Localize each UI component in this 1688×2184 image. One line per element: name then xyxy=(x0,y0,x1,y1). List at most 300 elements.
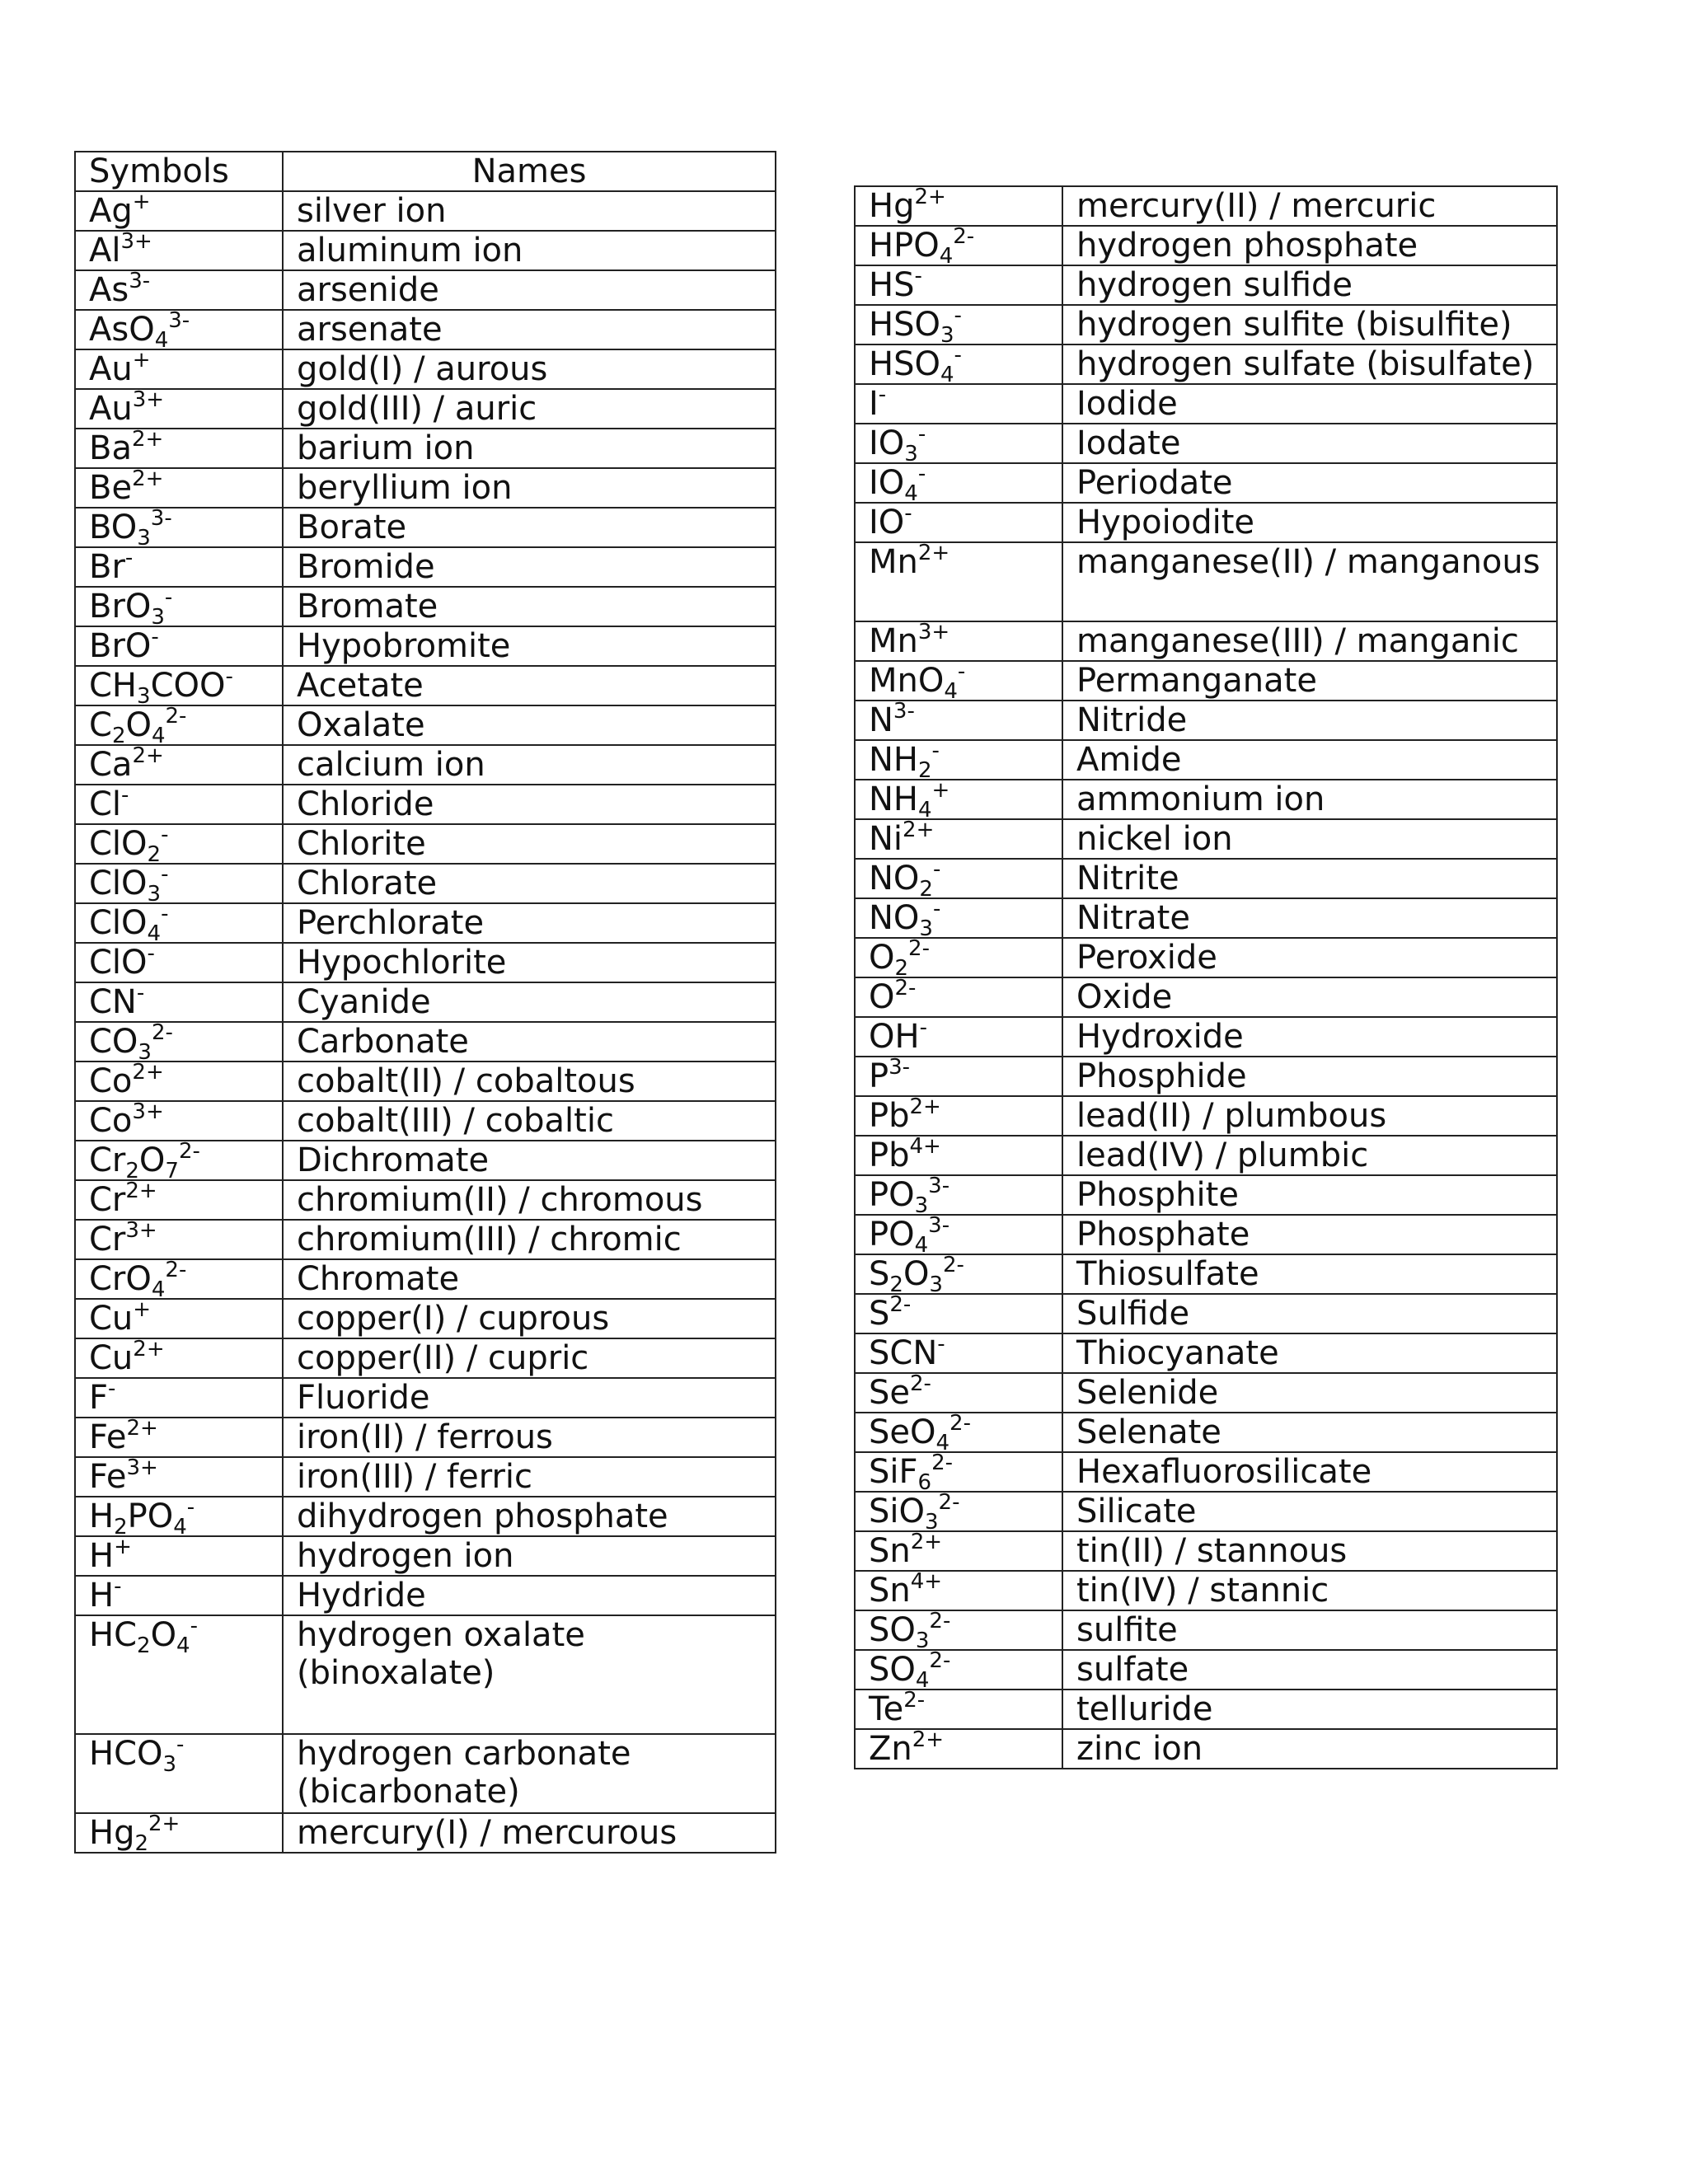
ion-symbol xyxy=(855,384,1062,424)
ion-formula-text: Zn xyxy=(869,1730,912,1768)
ion-charge: 2+ xyxy=(132,468,164,491)
ion-symbol xyxy=(75,1576,283,1615)
ion-name: chromium(II) / chromous xyxy=(283,1180,776,1220)
ion-name: Phosphide xyxy=(1062,1057,1557,1096)
ion-name: barium ion xyxy=(283,429,776,468)
table-row xyxy=(75,1062,776,1101)
table-row xyxy=(75,310,776,349)
ion-symbol xyxy=(855,1254,1062,1294)
table-row xyxy=(855,344,1557,384)
ion-name: Chromate xyxy=(283,1259,776,1299)
ion-name: Oxide xyxy=(1062,977,1557,1017)
ion-symbol xyxy=(855,1096,1062,1136)
table-row xyxy=(75,508,776,547)
ion-formula-text: ClO xyxy=(89,904,148,942)
ion-symbol xyxy=(75,468,283,508)
ion-name: ammonium ion xyxy=(1062,780,1557,819)
ion-name: manganese(II) / manganous xyxy=(1062,542,1557,621)
ion-charge: - xyxy=(904,503,912,526)
ion-name: silver ion xyxy=(283,191,776,231)
ion-name: Hypobromite xyxy=(283,626,776,666)
ion-formula-text: Mn xyxy=(869,543,918,581)
ion-symbol xyxy=(855,661,1062,701)
table-row xyxy=(75,824,776,864)
ion-charge: - xyxy=(190,1615,198,1638)
ion-name: sulfite xyxy=(1062,1610,1557,1650)
ion-charge: 3- xyxy=(150,508,172,531)
ion-charge: - xyxy=(937,1333,945,1357)
ion-name: Silicate xyxy=(1062,1492,1557,1531)
table-row xyxy=(855,384,1557,424)
ion-charge: 2- xyxy=(942,1254,964,1277)
ion-charge: 2- xyxy=(953,226,975,249)
ion-symbol xyxy=(855,1294,1062,1333)
ion-name: dihydrogen phosphate xyxy=(283,1497,776,1536)
ion-name: Sulfide xyxy=(1062,1294,1557,1333)
ion-charge: 2+ xyxy=(132,745,164,768)
ion-name: hydrogen oxalate (binoxalate) xyxy=(283,1615,776,1734)
ion-charge: 2- xyxy=(889,1294,912,1317)
ion-symbol xyxy=(75,1180,283,1220)
ion-charge: - xyxy=(225,666,233,689)
ion-symbol xyxy=(855,344,1062,384)
table-row xyxy=(75,547,776,587)
ion-symbol xyxy=(855,819,1062,859)
ion-subscript: 4 xyxy=(154,328,169,349)
ion-charge: + xyxy=(931,780,950,803)
ion-symbol xyxy=(855,1610,1062,1650)
ion-formula-text: ClO xyxy=(89,825,148,863)
ion-name: hydrogen ion xyxy=(283,1536,776,1576)
ion-formula-text: H xyxy=(89,1577,115,1615)
ion-name: arsenate xyxy=(283,310,776,349)
ion-symbol xyxy=(75,1259,283,1299)
table-row xyxy=(75,1338,776,1378)
table-row xyxy=(855,1017,1557,1057)
ion-symbol xyxy=(855,898,1062,938)
ion-name: Peroxide xyxy=(1062,938,1557,977)
ion-formula-text: Cu xyxy=(89,1339,134,1377)
ion-symbol xyxy=(855,1729,1062,1769)
ion-symbol xyxy=(75,1378,283,1418)
table-row xyxy=(855,1136,1557,1175)
ion-subscript: 3 xyxy=(915,1629,930,1650)
table-row xyxy=(75,943,776,982)
table-row xyxy=(855,1096,1557,1136)
ion-name: sulfate xyxy=(1062,1650,1557,1690)
ion-charge: 3+ xyxy=(125,1220,157,1243)
ion-formula-text: Hg xyxy=(869,187,915,225)
ion-name: Fluoride xyxy=(283,1378,776,1418)
table-row xyxy=(75,666,776,705)
ion-name: Iodide xyxy=(1062,384,1557,424)
ion-charge: 3- xyxy=(129,270,151,293)
table-row xyxy=(75,705,776,745)
ion-charge: + xyxy=(114,1536,132,1559)
ion-charge: + xyxy=(133,1299,152,1322)
ion-name: arsenide xyxy=(283,270,776,310)
ion-charge: + xyxy=(132,349,151,373)
ion-name: hydrogen sulfate (bisulfate) xyxy=(1062,344,1557,384)
ion-charge: 2+ xyxy=(903,819,935,842)
ion-charge: 3- xyxy=(889,1057,911,1080)
table-row xyxy=(855,898,1557,938)
table-row xyxy=(75,429,776,468)
ion-symbol xyxy=(75,349,283,389)
ion-name: gold(I) / aurous xyxy=(283,349,776,389)
ion-formula-text: IO xyxy=(869,424,905,462)
table-row xyxy=(855,938,1557,977)
ion-name: Hydroxide xyxy=(1062,1017,1557,1057)
ion-name: Chlorate xyxy=(283,864,776,903)
ion-table-left xyxy=(74,151,776,1854)
ion-charge: 2- xyxy=(929,1650,951,1673)
ion-symbol xyxy=(855,503,1062,542)
ion-formula-text: Ba xyxy=(89,429,132,467)
table-row xyxy=(855,1492,1557,1531)
ion-formula-text: CH xyxy=(89,667,138,705)
ion-formula-text: Br xyxy=(89,548,125,586)
ion-formula-text: O xyxy=(903,1255,930,1293)
ion-symbol xyxy=(75,1141,283,1180)
ion-formula-text: S xyxy=(869,1255,890,1293)
ion-symbol xyxy=(75,310,283,349)
table-row xyxy=(855,542,1557,621)
table-row xyxy=(75,1576,776,1615)
table-row xyxy=(855,1571,1557,1610)
ion-symbol xyxy=(855,542,1062,621)
ion-charge: 3- xyxy=(928,1215,950,1238)
table-row xyxy=(855,226,1557,265)
ion-formula-text: CrO xyxy=(89,1260,152,1298)
ion-symbol xyxy=(75,1220,283,1259)
ion-formula-text: IO xyxy=(869,464,905,502)
table-row xyxy=(855,1531,1557,1571)
ion-charge: 2+ xyxy=(133,1338,165,1361)
ion-formula-text: Co xyxy=(89,1102,133,1140)
ion-symbol xyxy=(75,429,283,468)
ion-formula-text: Fe xyxy=(89,1458,127,1496)
ion-charge: 2- xyxy=(151,1022,173,1045)
ion-symbol xyxy=(855,1333,1062,1373)
ion-charge: - xyxy=(919,1017,927,1040)
ion-symbol xyxy=(75,191,283,231)
ion-symbol xyxy=(855,740,1062,780)
ion-formula-text: SiO xyxy=(869,1493,925,1530)
table-row xyxy=(855,503,1557,542)
ion-formula-text: Pb xyxy=(869,1097,910,1135)
ion-name: Selenate xyxy=(1062,1413,1557,1452)
ion-symbol xyxy=(75,547,283,587)
table-row xyxy=(75,903,776,943)
table-row xyxy=(75,1536,776,1576)
ion-charge: 2- xyxy=(908,938,930,961)
table-row xyxy=(75,1457,776,1497)
ion-subscript: 4 xyxy=(918,798,932,819)
ion-name: zinc ion xyxy=(1062,1729,1557,1769)
ion-symbol xyxy=(75,705,283,745)
ion-subscript: 2 xyxy=(918,758,932,780)
ion-subscript: 3 xyxy=(138,1040,152,1062)
ion-name: copper(I) / cuprous xyxy=(283,1299,776,1338)
table-row xyxy=(855,859,1557,898)
table-row xyxy=(75,349,776,389)
table-row xyxy=(855,1215,1557,1254)
table-row xyxy=(75,389,776,429)
ion-symbol xyxy=(75,1457,283,1497)
ion-symbol xyxy=(75,824,283,864)
ion-formula-text: O xyxy=(138,1141,166,1179)
table-row xyxy=(855,621,1557,661)
table-row xyxy=(855,1610,1557,1650)
ion-subscript: 2 xyxy=(137,1633,151,1658)
ion-formula-text: C xyxy=(89,706,112,744)
ion-name: hydrogen carbonate (bicarbonate) xyxy=(283,1734,776,1813)
ion-subscript: 2 xyxy=(125,1159,139,1180)
ion-name: Iodate xyxy=(1062,424,1557,463)
ion-subscript: 4 xyxy=(915,1668,930,1690)
ion-name: Oxalate xyxy=(283,705,776,745)
ion-formula-text: HPO xyxy=(869,227,940,265)
ion-name: Borate xyxy=(283,508,776,547)
table-row xyxy=(75,1813,776,1853)
ion-name: copper(II) / cupric xyxy=(283,1338,776,1378)
ion-charge: - xyxy=(161,824,169,847)
ion-name: Nitrate xyxy=(1062,898,1557,938)
ion-formula-text: BO xyxy=(89,509,138,546)
ion-name: manganese(III) / manganic xyxy=(1062,621,1557,661)
ion-charge: 2+ xyxy=(914,186,946,209)
ion-formula-text: Sn xyxy=(869,1532,911,1570)
ion-name: hydrogen sulfite (bisulfite) xyxy=(1062,305,1557,344)
table-row xyxy=(75,1615,776,1734)
table-row xyxy=(855,265,1557,305)
ion-charge: 3- xyxy=(893,701,915,724)
ion-formula-text: SCN xyxy=(869,1334,938,1372)
ion-subscript: 3 xyxy=(147,882,162,903)
table-row xyxy=(75,231,776,270)
ion-symbol xyxy=(75,1615,283,1734)
ion-symbol xyxy=(75,982,283,1022)
table-row xyxy=(75,1141,776,1180)
ion-formula-text: N xyxy=(869,701,893,739)
ion-symbol xyxy=(75,1418,283,1457)
ion-formula-text: Cr xyxy=(89,1181,126,1219)
ion-charge: 2- xyxy=(165,1259,187,1282)
ion-symbol xyxy=(75,745,283,785)
ion-name: Cyanide xyxy=(283,982,776,1022)
ion-subscript: 2 xyxy=(111,724,126,745)
table-row xyxy=(855,463,1557,503)
ion-symbol xyxy=(855,780,1062,819)
names-header: Names xyxy=(283,152,776,191)
table-row xyxy=(75,1418,776,1457)
ion-charge: 2- xyxy=(950,1413,971,1436)
ion-name: Phosphate xyxy=(1062,1215,1557,1254)
ion-name: chromium(III) / chromic xyxy=(283,1220,776,1259)
table-row xyxy=(75,1497,776,1536)
ion-subscript: 4 xyxy=(944,679,958,701)
table-row xyxy=(855,1175,1557,1215)
ion-charge: 2- xyxy=(929,1610,951,1633)
ion-formula-text: Ni xyxy=(869,820,903,858)
table-row xyxy=(855,305,1557,344)
ion-charge: 2- xyxy=(894,977,917,1001)
ion-subscript: 3 xyxy=(162,1752,177,1777)
ion-name: Hexafluorosilicate xyxy=(1062,1452,1557,1492)
ion-symbol xyxy=(75,270,283,310)
ion-name: gold(III) / auric xyxy=(283,389,776,429)
ion-name: Nitrite xyxy=(1062,859,1557,898)
ion-charge: - xyxy=(932,898,941,921)
ion-symbol xyxy=(855,226,1062,265)
ion-name: iron(II) / ferrous xyxy=(283,1418,776,1457)
ion-symbol xyxy=(855,1215,1062,1254)
ion-charge: - xyxy=(957,661,966,684)
ion-formula-text: P xyxy=(869,1057,889,1095)
ion-name: lead(IV) / plumbic xyxy=(1062,1136,1557,1175)
ion-charge: 2+ xyxy=(912,1729,945,1752)
ion-charge: - xyxy=(151,626,159,649)
ion-symbol xyxy=(855,1571,1062,1610)
table-row xyxy=(75,1299,776,1338)
ion-symbol xyxy=(75,1338,283,1378)
ion-charge: - xyxy=(121,785,129,808)
ion-name: mercury(I) / mercurous xyxy=(283,1813,776,1853)
ion-symbol xyxy=(75,508,283,547)
ion-charge: 3+ xyxy=(132,389,165,412)
ion-subscript: 2 xyxy=(889,1272,903,1294)
table-row xyxy=(75,270,776,310)
ion-formula-text: SO xyxy=(869,1651,916,1689)
table-row xyxy=(75,1220,776,1259)
ion-name: Hypoiodite xyxy=(1062,503,1557,542)
ion-symbol xyxy=(855,1492,1062,1531)
ion-formula-text: HC xyxy=(89,1616,138,1654)
ion-charge: - xyxy=(147,943,155,966)
ion-formula-text: O xyxy=(869,939,895,977)
ion-symbol xyxy=(75,943,283,982)
table-row xyxy=(75,1259,776,1299)
ion-symbol xyxy=(855,1650,1062,1690)
table-row xyxy=(855,1333,1557,1373)
ion-formula-text: CN xyxy=(89,983,137,1021)
ion-symbol xyxy=(855,1413,1062,1452)
ion-symbol xyxy=(855,1452,1062,1492)
ion-formula-text: S xyxy=(869,1295,890,1333)
ion-charge: 2+ xyxy=(131,429,164,452)
ion-charge: - xyxy=(914,265,922,288)
table-row xyxy=(855,819,1557,859)
table-row xyxy=(855,1057,1557,1096)
ion-charge: 2+ xyxy=(909,1096,941,1119)
table-header-row xyxy=(75,152,776,191)
ion-formula-text: Au xyxy=(89,390,133,428)
ion-formula-text: SO xyxy=(869,1611,916,1649)
ion-formula-text: Se xyxy=(869,1374,910,1412)
ion-subscript: 3 xyxy=(940,323,954,344)
ion-formula-text: HSO xyxy=(869,306,940,344)
ion-subscript: 4 xyxy=(173,1515,187,1536)
ion-formula-text: Al xyxy=(89,232,121,269)
ion-symbol xyxy=(855,1136,1062,1175)
ion-subscript: 3 xyxy=(914,1193,929,1215)
ion-name: Selenide xyxy=(1062,1373,1557,1413)
ion-formula-text: BrO xyxy=(89,627,152,665)
ion-formula-text: HCO xyxy=(89,1735,163,1773)
ion-charge: 2- xyxy=(903,1690,926,1713)
ion-charge: 2+ xyxy=(126,1418,158,1441)
ion-charge: 2- xyxy=(938,1492,960,1515)
ion-symbol xyxy=(855,1175,1062,1215)
table-row xyxy=(855,186,1557,226)
ion-subscript: 4 xyxy=(151,1277,166,1299)
ion-formula-text: BrO xyxy=(89,588,152,626)
ion-formula-text: Cu xyxy=(89,1300,134,1338)
ion-formula-text: Mn xyxy=(869,622,918,660)
table-row xyxy=(855,740,1557,780)
ion-formula-text: O xyxy=(125,706,152,744)
table-row xyxy=(855,1294,1557,1333)
ion-subscript: 2 xyxy=(894,956,909,977)
ion-charge: 3+ xyxy=(120,231,152,254)
ion-name: Perchlorate xyxy=(283,903,776,943)
ion-subscript: 4 xyxy=(940,363,954,384)
table-row xyxy=(855,1413,1557,1452)
ion-name: Hypochlorite xyxy=(283,943,776,982)
ion-charge: - xyxy=(161,903,169,926)
table-row xyxy=(75,785,776,824)
ion-charge: 3- xyxy=(168,310,190,333)
ion-subscript: 2 xyxy=(147,842,162,864)
ion-name: beryllium ion xyxy=(283,468,776,508)
ion-formula-text: MnO xyxy=(869,662,945,700)
ion-symbol xyxy=(75,1734,283,1813)
ion-symbol xyxy=(75,903,283,943)
ion-formula-text: PO xyxy=(869,1176,915,1214)
table-row xyxy=(855,780,1557,819)
ion-subscript: 3 xyxy=(904,442,918,463)
ion-symbol xyxy=(75,389,283,429)
ion-charge: 2- xyxy=(910,1373,931,1396)
ion-symbol xyxy=(855,463,1062,503)
ion-subscript: 4 xyxy=(151,724,166,745)
table-row xyxy=(75,468,776,508)
ion-formula-text: Be xyxy=(89,469,133,507)
table-row xyxy=(75,982,776,1022)
ion-symbol xyxy=(75,1101,283,1141)
ion-charge: - xyxy=(136,982,145,1005)
ion-charge: 2+ xyxy=(917,542,950,565)
ion-charge: 3+ xyxy=(132,1101,164,1124)
ion-charge: - xyxy=(878,384,887,407)
ion-formula-text: Co xyxy=(89,1062,133,1100)
ion-charge: - xyxy=(954,344,962,368)
ion-symbol xyxy=(75,1299,283,1338)
ion-formula-text: Au xyxy=(89,350,133,388)
ion-formula-text: H xyxy=(89,1497,115,1535)
table-row xyxy=(75,1180,776,1220)
ion-charge: - xyxy=(108,1378,116,1401)
ion-subscript: 3 xyxy=(151,605,165,626)
ion-charge: - xyxy=(917,424,926,447)
ion-symbol xyxy=(75,1062,283,1101)
table-row xyxy=(855,1690,1557,1729)
ion-charge: 2- xyxy=(931,1452,953,1475)
ion-formula-text: Cr xyxy=(89,1221,126,1258)
ion-name: Amide xyxy=(1062,740,1557,780)
ion-subscript: 3 xyxy=(919,916,933,938)
